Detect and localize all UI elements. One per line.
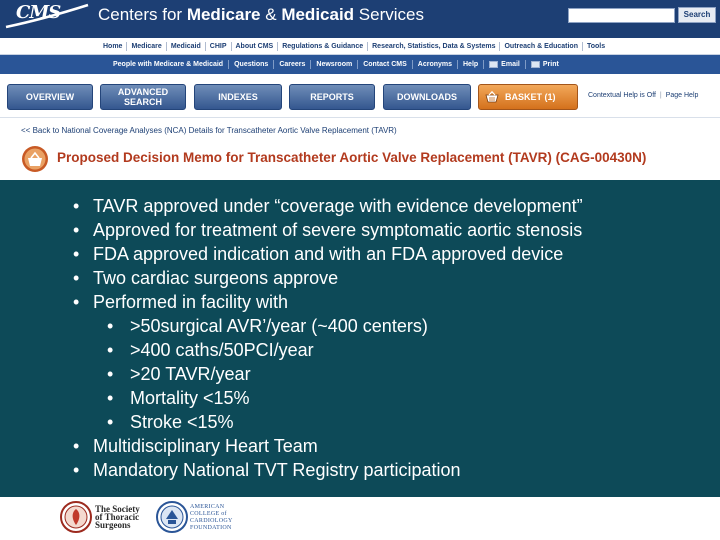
secondary-nav-item[interactable]	[274, 60, 311, 69]
bullet-text: TAVR approved under “coverage with evidence development”	[93, 196, 583, 216]
secondary-nav-item[interactable]	[458, 60, 484, 69]
footer-logos	[0, 497, 720, 540]
bullet-dot: •	[107, 316, 114, 336]
bullet-dot: •	[73, 460, 80, 480]
site-header	[0, 0, 720, 38]
bullet-dot: •	[73, 292, 80, 312]
acc-line-1: AMERICAN	[190, 504, 225, 510]
email-icon	[489, 61, 498, 68]
secondary-nav-label: Print	[542, 61, 559, 68]
cms-logo[interactable]	[4, 1, 90, 31]
tab-basket-label: BASKET (1)	[505, 92, 556, 102]
sts-line-1: The Society	[95, 504, 140, 514]
bullet-dot: •	[107, 364, 114, 384]
tab-bar	[0, 74, 720, 118]
secondary-nav-item[interactable]	[358, 60, 413, 69]
sts-line-3: Surgeons	[95, 520, 131, 530]
primary-nav-item[interactable]: Research, Statistics, Data & Systems	[368, 42, 500, 51]
tab-advanced-label-1: ADVANCED	[117, 87, 169, 97]
tab-overview[interactable]: OVERVIEW	[7, 84, 93, 110]
secondary-nav-item[interactable]	[229, 60, 274, 69]
primary-nav-item[interactable]: Medicaid	[167, 42, 206, 51]
tab-advanced-label-2: SEARCH	[123, 97, 162, 107]
primary-nav	[0, 38, 720, 55]
acc-seal-icon	[156, 501, 188, 533]
bullet-text: FDA approved indication and with an FDA approved device	[93, 244, 564, 264]
bullet-text: Two cardiac surgeons approve	[93, 268, 339, 288]
search-input[interactable]	[568, 8, 675, 23]
sub-bullet-text: Mortality <15%	[130, 388, 250, 408]
basket-icon	[485, 91, 499, 103]
secondary-nav-label: People with Medicare & Medicaid	[113, 61, 224, 68]
acc-line-3: CARDIOLOGY	[190, 518, 233, 524]
primary-nav-item[interactable]: CHIP	[206, 42, 232, 51]
secondary-nav-item[interactable]	[484, 60, 526, 69]
help-links	[588, 92, 698, 99]
cms-logo-text: CMS	[16, 2, 61, 23]
sub-bullet-text: Stroke <15%	[130, 412, 234, 432]
secondary-nav-item[interactable]	[108, 60, 229, 69]
contextual-help-link[interactable]: Contextual Help is Off	[588, 92, 656, 99]
site-title	[98, 5, 424, 25]
bullet-dot: •	[73, 244, 80, 264]
primary-nav-item[interactable]: About CMS	[232, 42, 279, 51]
basket-memo-icon	[21, 145, 49, 173]
page-title: Proposed Decision Memo for Transcatheter Aortic Valve Replacement (TAVR) (CAG-00430N)	[57, 150, 647, 165]
title-prefix: Centers for	[98, 5, 187, 24]
sub-bullet-text: >50surgical AVR’/year (~400 centers)	[130, 316, 428, 336]
sub-bullet-text: >20 TAVR/year	[130, 364, 251, 384]
acc-line-4: FOUNDATION	[190, 525, 232, 531]
search-button[interactable]: Search	[678, 7, 716, 23]
secondary-nav-label: Questions	[234, 61, 269, 68]
primary-nav-item[interactable]: Outreach & Education	[500, 42, 583, 51]
sts-line-2: of Thoracic	[95, 512, 140, 522]
bullet-text: Mandatory National TVT Registry participation	[93, 460, 461, 480]
primary-nav-item[interactable]: Medicare	[127, 42, 166, 51]
print-icon	[531, 61, 540, 68]
bullet-dot: •	[107, 340, 114, 360]
secondary-nav-label: Help	[463, 61, 479, 68]
sub-bullet-text: >400 caths/50PCI/year	[130, 340, 314, 360]
secondary-nav-items	[108, 55, 564, 74]
help-separator: |	[659, 92, 662, 99]
acc-logo-text	[190, 504, 233, 532]
back-link[interactable]: << Back to National Coverage Analyses (NCA) Details for Transcatheter Aortic Valve Replacement (TAVR)	[21, 126, 397, 135]
bullet-text: Performed in facility with	[93, 292, 289, 312]
acc-line-2: COLLEGE of	[190, 511, 227, 517]
title-suffix: Services	[354, 5, 424, 24]
secondary-nav-label: Email	[501, 61, 520, 68]
bullet-text: Multidisciplinary Heart Team	[93, 436, 318, 456]
secondary-nav-item[interactable]	[526, 60, 564, 69]
page-help-link[interactable]: Page Help	[665, 92, 699, 99]
primary-nav-item[interactable]: Home	[99, 42, 127, 51]
tab-downloads[interactable]: DOWNLOADS	[383, 84, 471, 110]
secondary-nav-label: Acronyms	[417, 61, 452, 68]
tab-reports[interactable]: REPORTS	[289, 84, 375, 110]
bullet-dot: •	[107, 412, 114, 432]
sts-logo-text	[95, 505, 140, 529]
secondary-nav-item[interactable]	[413, 60, 458, 69]
secondary-nav	[0, 55, 720, 74]
title-amp: &	[260, 5, 282, 24]
sts-seal-icon	[60, 501, 92, 533]
bullet-dot: •	[73, 436, 80, 456]
secondary-nav-label: Newsroom	[316, 61, 353, 68]
primary-nav-item[interactable]: Regulations & Guidance	[278, 42, 368, 51]
tab-basket[interactable]	[478, 84, 578, 110]
bullet-text: Approved for treatment of severe symptomatic aortic stenosis	[93, 220, 583, 240]
primary-nav-item[interactable]: Tools	[586, 43, 606, 50]
secondary-nav-label: Contact CMS	[363, 61, 407, 68]
bullet-dot: •	[73, 268, 80, 288]
tab-advanced-search[interactable]	[100, 84, 186, 110]
bullet-dot: •	[107, 388, 114, 408]
secondary-nav-label: Careers	[279, 61, 306, 68]
title-medicaid: Medicaid	[281, 5, 355, 24]
bullet-dot: •	[73, 196, 80, 216]
summary-overlay	[0, 180, 720, 497]
title-medicare: Medicare	[186, 5, 261, 24]
primary-nav-items	[99, 38, 609, 55]
bullet-dot: •	[73, 220, 80, 240]
tab-indexes[interactable]: INDEXES	[194, 84, 282, 110]
secondary-nav-item[interactable]	[311, 60, 358, 69]
